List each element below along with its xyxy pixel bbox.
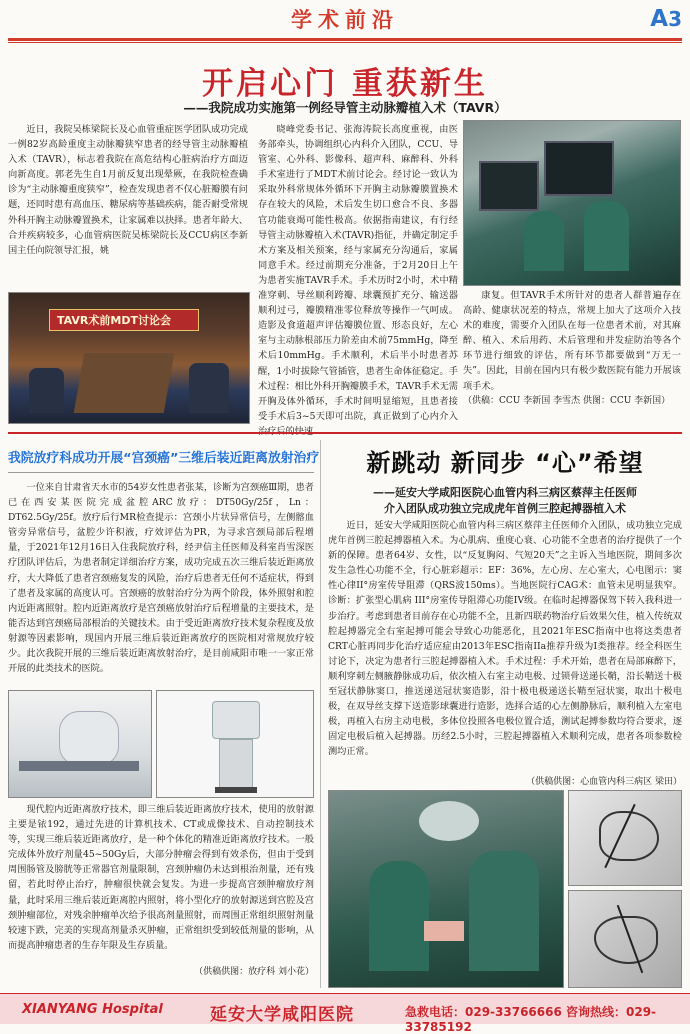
article1-title: 开启心门 重获新生 (202, 66, 488, 102)
article1-col1: 近日，我院吴栋梁院长及心血管重症医学团队成功完成一例82岁高龄重度主动脉瓣狭窄患者的经导管主动脉瓣植入术（TAVR），标志着我院在高危结构心脏病治疗方面迈向新高度。郭老先生自1月前反复出现晕厥，在我院检查确诊为“主动脉瓣重度狭窄”，检查发现患者不仅心脏瓣膜有问题，还同时患有高血压、糖尿病等基础疾病，能否耐受常规外科开胸主动脉瓣置换术，让家属难以抉择。患者年龄大、合并疾病较多，心血管病医院吴栋梁院长及CCU病区李新国主任向院领导汇报，姚 (8, 124, 248, 256)
header-rule-thin (8, 42, 682, 43)
footer-phone: 急救电话：029-33766666 咨询热线：029-33785192 (405, 1005, 657, 1034)
article3-subtitle-1: ——延安大学咸阳医院心血管内科三病区蔡萍主任医师 (373, 486, 637, 499)
page-number: A3 (650, 6, 682, 32)
mdt-meeting-photo (8, 292, 250, 424)
article1-col2: 晓峰党委书记、张海涛院长高度重视，由医务部牵头，协调组织心内科介入团队，CCU、导管室、心外科、影像科、超声科、麻醉科、外科手术室进行了MDT术前讨论会。经讨论一致认为采取外科常规体外循环下开胸主动脉瓣膜置换术存在较大的风险，术后发生切口愈合不良、多器官功能衰竭可能性极高。依据指南建议，有行经导管主动脉瓣植入术(TAVR)指征，并确定制定手术方案及相关预案，经与家属充分沟通后，家属同意手术。经过前期充分准备，于2月20日上午为患者实施TAVR手术。手术历时2小时，术中精准穿刺、导丝顺利跨瓣、球囊预扩充分、输送器顺利过弓，瓣膜精准零位释放等操作一气呵成。造影及食道超声评估瓣膜位置、形态良好，左心室与主动脉根部压力阶差由术前75mmHg，降至术后10mmHg。手术顺利，术后半小时患者苏醒，1小时拔除气管插管，患者生命体征稳定。手术过程：相比外科开胸瓣膜手术，TAVR手术无需开胸及体外循环，手术时间明显缩短，且患者接受手术后3~5天即可出院，真正做到了心内介入 (258, 124, 458, 422)
article1-col3: 康复。但TAVR手术所针对的患者人群普遍存在高龄、健康状况差的特点，常规上加大了这项介入技术的难度，需要介入团队在每一位患者术前，对其麻醉、植入、术后用药、术后管理和并发症防治等各个环节进行细致的评估，所有环节都要做到“万无一失”。因此，目前在国内只有极少数医院有能力开展该项手术。 (463, 290, 681, 392)
radiotherapy-room-photo (8, 690, 152, 798)
mdt-banner: TAVR术前MDT讨论会 (57, 314, 171, 327)
article1-credit: （供稿：CCU 李新国 李雪杰 供图：CCU 李新国） (463, 396, 671, 406)
fluoroscopy-image-2 (568, 890, 682, 988)
column-divider (320, 440, 321, 988)
divider (8, 472, 314, 473)
header-rule (8, 38, 682, 41)
article3-subtitle-2: 介入团队成功独立完成虎年首例三腔起搏器植入术 (384, 502, 626, 515)
article2-credit: （供稿供图：放疗科 刘小花） (194, 967, 314, 977)
afterloading-machine-photo (156, 690, 314, 798)
article3-title: 新跳动 新同步 “心”希望 (366, 449, 644, 477)
tavr-surgery-photo (463, 120, 681, 286)
section-title: 学术前沿 (291, 8, 399, 32)
article1-subtitle: ——我院成功实施第一例经导管主动脉瓣植入术（TAVR） (183, 100, 507, 115)
article2-title: 我院放疗科成功开展“宫颈癌”三维后装近距离放射治疗 (8, 451, 320, 466)
fluoroscopy-image-1 (568, 790, 682, 886)
article2-body: 现代腔内近距离放疗技术，即三维后装近距离放疗技术，使用的放射源主要是铱192，通过先进的计算机技术、CT或成像技术、自动控制技术等，实现三维后装近距离放疗，是一种个体化的精准近距离放疗技术。一般完成体外放疗剂量45~50Gy后，大部分肿瘤会得到有效杀伤，但由于受到周围肠管及膀胱等正常器官剂量限制，宫颈肿瘤仍未达到根治剂量，还有残留，若此时停止治疗，肿瘤很快就会复发。为进一步提高宫颈肿瘤放疗剂量，此时采用三维后装近距离腔内照射，将小型化疗的放射源送到宫腔及宫颈肿瘤部位，对残余肿瘤单次给予很高剂量照射，而周围正常组织照射剂量较速下跌，完美的实现高剂量杀灭肿瘤，正常组织受到较低剂量的影响，从而提高肿瘤患者的生存年限及生存质量。 (8, 804, 314, 951)
pacemaker-surgery-photo (328, 790, 564, 988)
article2-intro: 一位来自甘肃省天水市的54岁女性患者张某，诊断为宫颈癌Ⅲ期，患者已在西安某医院完成盆腔ARC放疗：DT50Gy/25f，Ln：DT62.5Gy/25f。放疗后行MR检查提示：宫颈小片状异常信号，左侧髂血管旁异常信号，盆腔少许积液，疗效评估为PR，为寻求宫颈局部后程增量，于2021年12月16日入住我院放疗科，经尹信主任医师及科室肖雪深医疗团队评估后，为患者制定详细治疗方案，成功完成五次三维后装近距离放疗，大大降低了患者宫颈癌复发的风险，治疗后患者无任何不适症状，得到了患者及家属的高度认可。宫颈癌的放射治疗分为两个阶段，体外照射和腔内近距离照射。腔内近距离放疗是宫颈癌放射治疗后程增量的主要技术，是能否达到宫颈癌局部根治的关键技术。由于受近距离放疗技术复杂程度及放射源等因素影响，现国内开展三维后装近距离放疗的医院相对常规放疗较少。此次我院开展的三维后装近距离放射治疗，是目前咸阳市唯一一家正常开展的此类技术的医院。 (8, 482, 314, 675)
article3-credit: （供稿供图：心血管内科三病区 梁田） (526, 777, 682, 787)
footer-hospital-cn: 延安大学咸阳医院 (210, 1005, 354, 1025)
divider (8, 432, 682, 434)
footer-hospital-en: XIANYANG Hospital (22, 1002, 163, 1017)
article3-body: 近日，延安大学咸阳医院心血管内科三病区蔡萍主任医师介入团队，成功独立完成虎年首例三腔起搏器植入术。为心肌病、重度心衰、心功能不全患者的治疗提供了一个新的保障。患者64岁、女性，以“反复胸闷、气短20天”之主诉入当地医院，期间多次发生急性心功能不全，行心脏彩超示：EF：36%，左心房、左心室大，心电图示：窦性心律II°房室传导阻滞（QRS波150ms）。当地医院行CAG术：血管未见明显狭窄。诊断：扩张型心肌病 III°房室传导阻滞心功能IV级。在临时起搏器保驾下转入我科进一步治疗。考虑到患者目前存在心功能不全，且新四联药物治疗后效果欠佳，植入传统双腔起搏器完全右室起搏可能会导致心功能恶化，且2021年ESC指南中也将这类患者CRT心脏再同步化治疗适应症由2013年ESC指南IIa推荐升级为I类推荐。经全科医生讨论下，决定为患者行三腔起搏器植入术。手术过程：手术开始，患者在局部麻醉下，顺利穿刺左侧腋静脉成功后，依次植入右室主动电极、过锁骨送递长鞘，沿长鞘送十极至冠状静脉窦口，推送递送冠状窦造影，沿十极电极递送长鞘至冠状窦，取出十极电极，在双导丝支撑下送造影球囊进行造影，选择合适的心左侧静脉后，顺利植入左室电极，再植入右房主动电极，多体位投照各电极位置合适，测试起搏参数均符合要求，逐固定电极后植入起搏器。历经2.5小时，三腔起搏器植入术顺利完成，患者各项参数检测均正常。 (328, 520, 682, 758)
